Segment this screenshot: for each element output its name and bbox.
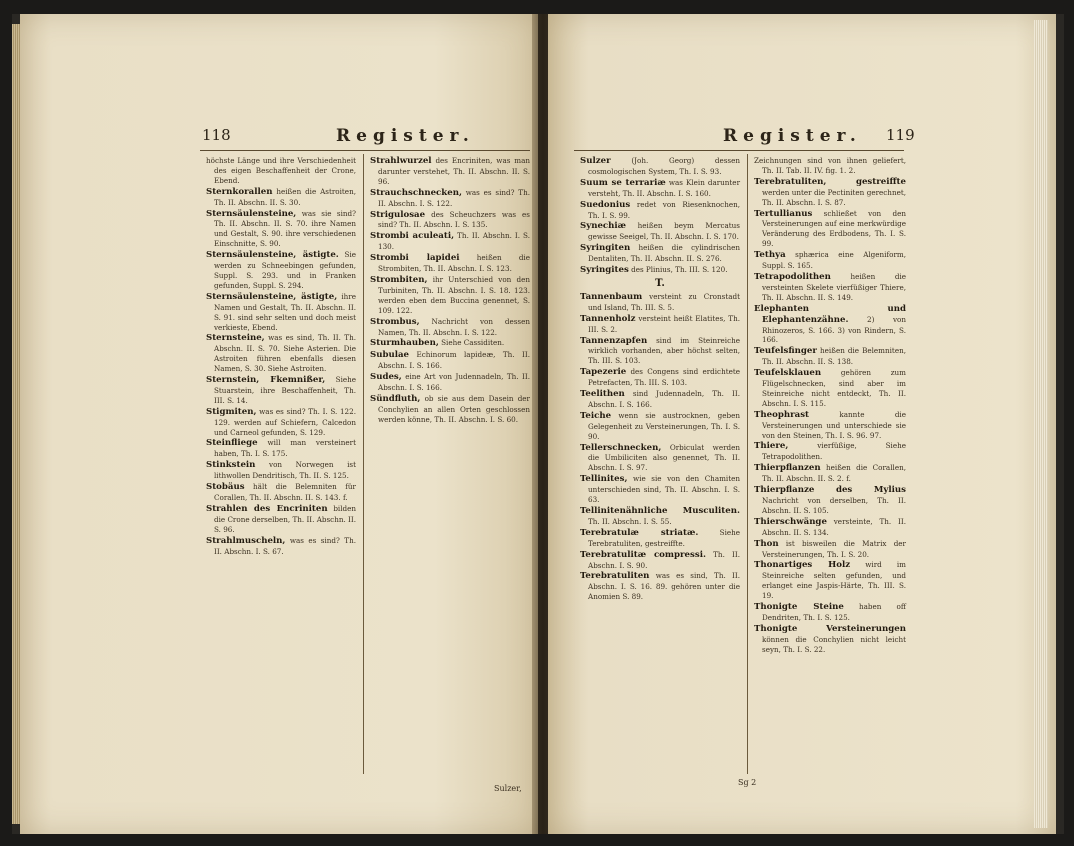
right-column-divider bbox=[747, 154, 748, 774]
index-entry-headword: Strombus, bbox=[370, 316, 420, 327]
index-entry-text: Th. II. Abschn. I. S. 55. bbox=[588, 516, 672, 526]
index-entry-text: ist bisweilen die Matrix der Versteinerungen, Th. I. S. 20. bbox=[762, 538, 906, 559]
index-entry bbox=[370, 372, 530, 393]
index-entry bbox=[206, 536, 356, 557]
index-entry-headword: Thonigte Versteinerungen bbox=[754, 623, 906, 634]
index-entry-text: Th. II. Abschn. I. S. 90. bbox=[588, 549, 740, 570]
index-entry-headword: Sündfluth, bbox=[370, 393, 421, 404]
index-entry bbox=[370, 253, 530, 274]
index-entry-headword: Tannenbaum bbox=[580, 291, 643, 302]
index-entry-headword: Tapezerie bbox=[580, 367, 627, 378]
index-entry-headword: Tellinitenähnliche Musculiten. bbox=[580, 506, 740, 516]
index-entry-text: Sie werden zu Schneebingen gefunden, Suppl. S. 293. und in Franken gefunden, Suppl. S. 294. bbox=[214, 250, 356, 290]
index-entry-text: ihre Namen und Gestalt, Th. II. Abschn. II. S. 91. sind sehr selten und doch meist verkieste, Ebend. bbox=[214, 291, 356, 332]
index-entry-headword: Thiere, bbox=[754, 441, 789, 452]
index-entry bbox=[580, 389, 740, 410]
index-entry bbox=[370, 156, 530, 187]
index-entry bbox=[754, 517, 906, 538]
index-entry-text: 2) von Rhinozeros, S. 166. 3) von Rindern, S. 166. bbox=[762, 314, 906, 345]
index-entry-text: (Joh. Georg) dessen cosmologischen System, Th. I. S. 93. bbox=[588, 156, 740, 176]
index-entry-headword: Stobäus bbox=[206, 482, 245, 493]
index-entry-headword: Teufelsklauen bbox=[754, 368, 822, 379]
left-column-2 bbox=[370, 156, 530, 796]
index-entry-text: was es sind? Th. II. Abschn. I. S. 122. bbox=[378, 187, 530, 208]
index-entry-headword: Subulae bbox=[370, 350, 410, 361]
left-running-head: Register. bbox=[336, 126, 475, 146]
index-entry-text: höchste Länge und ihre Verschiedenheit des eigen Beschaffenheit der Crone, Ebend. bbox=[206, 156, 356, 185]
index-entry-text: will man versteinert haben, Th. I. S. 175. bbox=[214, 438, 356, 459]
index-entry-text: was es sind, Th. II. Th. Abschn. II. S. 70. Siehe Asterien. Die Astroiten führen ebenfalls diesen Namen, S. 30. Siehe Astroiten. bbox=[214, 333, 356, 374]
index-entry bbox=[580, 411, 740, 442]
index-entry bbox=[370, 394, 530, 425]
index-entry-text: was sie sind? Th. II. Abschn. II. S. 70. ihre Namen und Gestalt, S. 90. ihre verschiedenen Einschnitte, S. 90. bbox=[214, 208, 356, 249]
index-entry-headword: Teiche bbox=[580, 410, 612, 421]
index-entry-text: vierfüßige, Siehe Tetrapodolithen. bbox=[762, 441, 906, 462]
right-catchword: Sg 2 bbox=[738, 778, 757, 787]
index-entry bbox=[754, 624, 906, 655]
index-entry bbox=[580, 367, 740, 388]
index-entry-text: redet von Riesenknochen, Th. I. S. 99. bbox=[588, 199, 740, 220]
index-entry-headword: Strahlmuscheln, bbox=[206, 535, 286, 546]
index-entry-text: bilden die Crone derselben, Th. II. Abschn. II. S. 96. bbox=[214, 503, 356, 534]
index-entry bbox=[754, 410, 906, 441]
index-entry bbox=[580, 292, 740, 313]
index-entry-headword: Sternsäulensteine, ästigte, bbox=[206, 291, 338, 302]
index-entry bbox=[580, 443, 740, 474]
index-entry-text: heißen die Strombiten, Th. II. Abschn. I. S. 123. bbox=[378, 253, 530, 274]
index-entry-text: versteint zu Cronstadt und Island, Th. III. S. 5. bbox=[588, 291, 740, 312]
index-entry-text: heißen die Corallen, Th. II. Abschn. II. S. 2. f. bbox=[762, 463, 906, 484]
index-entry-text: hält die Belemniten für Corallen, Th. II. Abschn. II. S. 143. f. bbox=[214, 482, 356, 502]
left-column-divider bbox=[363, 154, 364, 774]
section-letter-heading: T. bbox=[655, 277, 665, 289]
index-entry bbox=[754, 539, 906, 560]
index-entry bbox=[580, 221, 740, 242]
index-entry-text: heißen beym Mercatus gewisse Seeigel, Th. II. Abschn. I. S. 170. bbox=[588, 221, 740, 242]
index-entry-text: Th. II. Abschn. I. S. 130. bbox=[378, 231, 531, 252]
index-entry-headword: Steinfliege bbox=[206, 438, 258, 449]
index-entry bbox=[754, 272, 906, 303]
index-entry-headword: Tellerschnecken, bbox=[580, 442, 662, 453]
index-entry bbox=[754, 441, 906, 462]
index-entry-text: sind Judennadeln, Th. II. Abschn. I. S. 166. bbox=[588, 389, 740, 409]
index-entry-headword: Thierpflanzen bbox=[754, 463, 821, 474]
index-entry-text: werden unter die Pectiniten gerechnet, Th. II. Abschn. I. S. 87. bbox=[762, 187, 906, 207]
index-entry-headword: Terebratuliten, gestreiffte bbox=[754, 176, 906, 187]
index-entry-text: des Congens sind erdichtete Petrefacten, Th. III. S. 103. bbox=[588, 367, 740, 388]
index-entry-headword: Tethya bbox=[754, 250, 786, 261]
index-entry-text: sphærica eine Algeniform, Suppl. S. 165. bbox=[762, 250, 906, 271]
index-entry bbox=[206, 460, 356, 481]
right-page-number: 119 bbox=[886, 126, 915, 144]
index-entry bbox=[754, 156, 906, 176]
right-page bbox=[548, 14, 1056, 834]
index-entry-text: was es sind, Th. II. Abschn. I. S. 16. 89. gehören unter die Anomien S. 89. bbox=[588, 571, 740, 602]
index-entry bbox=[206, 482, 356, 503]
index-entry-text: versteint heißt Elatites, Th. III. S. 2. bbox=[588, 313, 740, 334]
index-entry-headword: Terebratulitæ compressi. bbox=[580, 549, 706, 560]
index-entry-headword: Strombiten, bbox=[370, 274, 428, 285]
index-entry bbox=[754, 177, 906, 208]
index-entry-headword: Strigulosae bbox=[370, 209, 426, 220]
book-spread bbox=[12, 14, 1064, 834]
index-entry-headword: Tetrapodolithen bbox=[754, 271, 831, 282]
index-entry-text: gehören zum Flügelschnecken, sind aber im Steinreiche nicht entdeckt, Th. II. Abschn. I. S. 115. bbox=[762, 368, 906, 408]
index-entry bbox=[754, 463, 906, 484]
index-entry-headword: Suedonius bbox=[580, 199, 631, 210]
right-column-2 bbox=[754, 156, 906, 796]
index-entry-headword: Sternsäulensteine, ästigte. bbox=[206, 250, 339, 261]
left-page bbox=[20, 14, 538, 834]
index-entry-text: ihr Unterschied von den Turbiniten, Th. II. Abschn. I. S. 18. 123. werden eben dem Buccina genennet, S. 109. 122. bbox=[378, 274, 530, 315]
index-entry bbox=[754, 485, 906, 516]
index-entry bbox=[580, 474, 740, 505]
index-entry-headword: Tellinites, bbox=[580, 474, 628, 485]
index-entry-text: Orbiculat werden die Umbiliciten also genennet, Th. II. Abschn. I. S. 97. bbox=[588, 442, 740, 473]
index-entry-headword: Thon bbox=[754, 538, 779, 549]
index-entry-text: von Norwegen ist lithwollen Dendritisch, Th. II. S. 125. bbox=[214, 460, 356, 481]
index-entry-text: versteinte, Th. II. Abschn. II. S. 134. bbox=[762, 516, 906, 537]
index-entry bbox=[754, 209, 906, 250]
index-entry-headword: Sulzer bbox=[580, 156, 611, 166]
index-entry-text: Siehe Stuarstein, ihre Beschaffenheit, Th. III. S. 14. bbox=[214, 375, 356, 405]
index-entry bbox=[580, 571, 740, 602]
index-entry bbox=[206, 333, 356, 374]
index-entry-headword: Stigmiten, bbox=[206, 406, 257, 417]
index-entry-headword: Thonigte Steine bbox=[754, 602, 844, 613]
index-entry-text: Echinorum lapideæ, Th. II. Abschn. I. S. 166. bbox=[378, 350, 530, 371]
left-column-1 bbox=[206, 156, 356, 796]
index-entry bbox=[580, 506, 740, 527]
right-head-rule bbox=[574, 150, 904, 151]
index-entry bbox=[754, 304, 906, 346]
index-entry-headword: Strahlen des Encriniten bbox=[206, 503, 328, 514]
index-entry bbox=[580, 550, 740, 571]
left-page-number: 118 bbox=[202, 126, 231, 144]
index-entry-headword: Tertullianus bbox=[754, 208, 813, 219]
index-entry-headword: Teelithen bbox=[580, 389, 625, 400]
index-entry-headword: Strombi aculeati, bbox=[370, 231, 455, 242]
index-entry bbox=[754, 560, 906, 601]
index-entry-headword: Sudes, bbox=[370, 372, 402, 383]
index-entry-text: was es sind? Th. II. Abschn. I. S. 67. bbox=[214, 535, 356, 556]
index-entry-text: kannte die Versteinerungen und unterschiede sie von den Steinen, Th. I. S. 96. 97. bbox=[762, 409, 906, 440]
index-entry bbox=[206, 187, 356, 208]
index-entry-text: Zeichnungen sind von ihnen geliefert, Th. II. Tab. II. IV. fig. 1. 2. bbox=[754, 156, 906, 175]
index-entry bbox=[206, 250, 356, 291]
index-entry-headword: Sternkorallen bbox=[206, 186, 273, 197]
index-entry-text: heißen die cylindrischen Dentaliten, Th. II. Abschn. II. S. 276. bbox=[588, 243, 740, 264]
index-entry bbox=[370, 275, 530, 316]
index-entry-text: des Encriniten, was man darunter verstehet, Th. II. Abschn. II. S. 96. bbox=[378, 156, 530, 186]
index-entry bbox=[370, 231, 530, 252]
index-entry-headword: Thierpflanze des Mylius bbox=[754, 485, 906, 496]
index-entry-text: wird im Steinreiche selten gefunden, und erlanget eine Jaspis-Härte, Th. III. S. 19. bbox=[762, 560, 906, 601]
index-entry bbox=[206, 209, 356, 250]
index-entry-headword: Sturmhauben, bbox=[370, 338, 439, 349]
index-entry-text: was es sind? Th. I. S. 122. 129. werden auf Schiefern, Calcedon und Carneol gefunden, S. 129. bbox=[214, 406, 356, 437]
index-entry-text: Nachricht von derselben, Th. II. Abschn. II. S. 105. bbox=[762, 496, 906, 515]
index-entry bbox=[370, 188, 530, 209]
index-entry-headword: Strombi lapidei bbox=[370, 253, 460, 264]
index-entry bbox=[206, 407, 356, 438]
index-entry-headword: Syringites bbox=[580, 265, 629, 276]
index-entry-text: wie sie von den Chamiten unterschieden sind, Th. II. Abschn. I. S. 63. bbox=[588, 474, 740, 505]
index-entry bbox=[370, 350, 530, 371]
index-entry-headword: Suum se terrariæ bbox=[580, 177, 666, 188]
index-entry-headword: Strauchschnecken, bbox=[370, 187, 462, 198]
index-entry bbox=[206, 504, 356, 535]
index-entry-text: Nachricht von dessen Namen, Th. II. Abschn. I. S. 122. bbox=[378, 316, 530, 337]
index-entry-headword: Stinkstein bbox=[206, 460, 256, 471]
index-entry-headword: Synechiæ bbox=[580, 221, 627, 232]
index-entry bbox=[580, 314, 740, 335]
index-entry bbox=[580, 200, 740, 221]
index-entry-headword: Tannenzapfen bbox=[580, 335, 648, 346]
index-entry bbox=[580, 265, 740, 276]
index-entry-text: was Klein darunter versteht, Th. II. Abschn. I. S. 160. bbox=[588, 177, 740, 198]
index-entry-headword: Sternsteine, bbox=[206, 333, 265, 344]
index-entry bbox=[754, 368, 906, 409]
index-entry-headword: Syringiten bbox=[580, 243, 631, 254]
index-entry bbox=[754, 346, 906, 367]
left-head-rule bbox=[200, 150, 530, 151]
index-entry-headword: Theophrast bbox=[754, 409, 810, 420]
index-entry-headword: Sternsäulensteine, bbox=[206, 208, 297, 219]
index-entry bbox=[370, 317, 530, 338]
index-entry-headword: Terebratuliten bbox=[580, 571, 650, 582]
index-entry-text: ob sie aus dem Dasein der Conchylien an allen Orten geschlossen werden könne, Th. II. Abschn. I. S. 60. bbox=[378, 393, 530, 424]
right-page-edges bbox=[1034, 20, 1048, 828]
index-entry bbox=[580, 528, 740, 549]
index-entry-text: sind im Steinreiche wirklich vorhanden, aber höchst selten, Th. III. S. 103. bbox=[588, 335, 740, 366]
index-entry bbox=[754, 250, 906, 271]
index-entry-text: heißen die versteinten Skelete vierfüßiger Thiere, Th. II. Abschn. II. S. 149. bbox=[762, 271, 906, 302]
index-entry-text: schließet von den Versteinerungen auf eine merkwürdige Veränderung des Erdbodens, Th. I. S. 99. bbox=[762, 208, 906, 249]
index-entry bbox=[370, 210, 530, 231]
index-entry-headword: Tannenholz bbox=[580, 313, 636, 324]
index-entry bbox=[580, 243, 740, 264]
index-entry bbox=[206, 156, 356, 186]
index-entry-text: haben off Dendriten, Th. I. S. 125. bbox=[762, 602, 906, 622]
index-entry bbox=[580, 156, 740, 177]
index-entry bbox=[206, 375, 356, 406]
index-entry-text: Siehe Terebratuliten, gestreiffte. bbox=[588, 527, 740, 548]
right-column-1 bbox=[580, 156, 740, 796]
index-entry bbox=[206, 438, 356, 459]
index-entry bbox=[370, 338, 530, 349]
index-entry-text: können die Conchylien nicht leicht seyn, Th. I. S. 22. bbox=[762, 634, 906, 654]
index-entry-headword: Elephanten und Elephantenzähne. bbox=[754, 303, 906, 325]
index-entry-headword: Strahlwurzel bbox=[370, 156, 432, 166]
index-entry bbox=[206, 292, 356, 333]
index-entry-text: eine Art von Judennadeln, Th. II. Abschn. I. S. 166. bbox=[378, 372, 530, 393]
index-entry bbox=[580, 178, 740, 199]
index-entry-text: heißen die Astroiten, Th. II. Abschn. II. S. 30. bbox=[214, 186, 356, 207]
index-entry bbox=[754, 602, 906, 623]
index-entry-headword: Sternstein, Fkemnißer, bbox=[206, 375, 326, 386]
index-entry-headword: Thonartiges Holz bbox=[754, 560, 851, 571]
left-catchword: Sulzer, bbox=[494, 784, 522, 793]
index-entry-text: heißen die Belemniten, Th. II. Abschn. II. S. 138. bbox=[762, 346, 906, 367]
index-entry-text: des Plinius, Th. III. S. 120. bbox=[631, 265, 728, 275]
index-entry-text: des Scheuchzers was es sind? Th. II. Abschn. I. S. 135. bbox=[378, 209, 530, 230]
index-entry-text: wenn sie austrocknen, geben Gelegenheit zu Versteinerungen, Th. I. S. 90. bbox=[588, 410, 740, 441]
index-entry-text: Siehe Cassiditen. bbox=[441, 338, 505, 348]
right-running-head: Register. bbox=[723, 126, 862, 146]
index-entry bbox=[580, 336, 740, 367]
index-entry-headword: Thierschwänge bbox=[754, 516, 827, 527]
index-entry-headword: Terebratulæ striatæ. bbox=[580, 527, 699, 538]
index-entry-headword: Teufelsfinger bbox=[754, 346, 817, 357]
